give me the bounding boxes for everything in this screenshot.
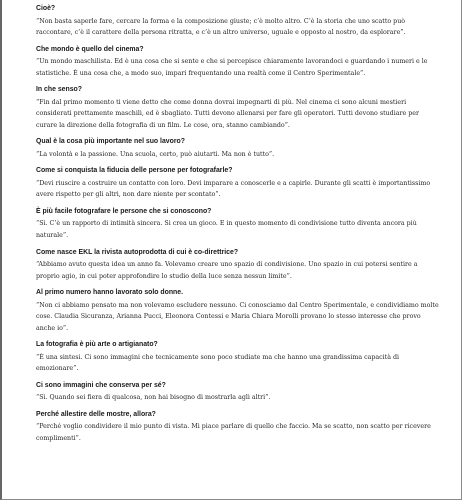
question: Al primo numero hanno lavorato solo donne. [36,289,184,297]
qa-item [36,4,440,39]
question: Ci sono immagini che conserva per sé? [36,381,166,389]
qa-item [36,45,440,80]
question: Perché allestire delle mostre, allora? [36,410,156,418]
answer: “Sì. Quando sei fiera di qualcosa, non hai bisogno di mostrarla agli altri”. [36,394,271,402]
question: Qual è la cosa più importante nel suo lavoro? [36,138,185,146]
interview-content [36,4,440,451]
answer: “La volontà e la passione. Una scuola, certo, può aiutarti. Ma non è tutto”. [36,150,275,158]
answer: “Non basta saperle fare, cercare la forma e la composizione giuste; c’è molto altro. C’è la storia che uno scatto può raccontare, c’è il carattere della persona ritratta, e c’è un altro universo, uguale e opposto al nostro, da esplorare”. [36,17,406,36]
qa-item [36,410,440,445]
question: La fotografia è più arte o artigianato? [36,341,158,349]
qa-item [36,340,440,375]
question: Che mondo è quello del cinema? [36,45,144,53]
answer: “Fin dal primo momento ti viene detto che come donna dovrai impegnarti di più. Nel cinema ci sono alcuni mestieri considerati prettamente maschili, ed è sbagliato. Tutti devono allenarsi per fare gli operatori. Tutti devono studiare per curare la direzione della fotografia di un film. Le cose, ora, stanno cambiando”. [36,98,419,129]
qa-item [36,381,440,404]
question: In che senso? [36,86,82,94]
question: Come si conquista la fiducia delle persone per fotografarle? [36,167,233,175]
answer: “Sì. C’è un rapporto di intimità sincera. Si crea un gioco. E in questo momento di condivisione tutto diventa ancora più naturale”. [36,220,417,239]
question: Come nasce EKL la rivista autoprodotta di cui è co-direttrice? [36,248,239,256]
answer: “Un mondo maschilista. Ed è una cosa che si sente e che si percepisce chiaramente lavorandoci e guardando i numeri e le statistiche. È una cosa che, a modo suo, impari frequentando una realtà come il Centro Sperimentale”. [36,58,428,77]
answer: “Perché voglio condividere il mio punto di vista. Mi piace parlare di quello che faccio. Ma se scatto, non scatto per ricevere complimenti”. [36,423,431,442]
qa-item [36,207,440,242]
answer: “È una sintesi. Ci sono immagini che tecnicamente sono poco studiate ma che hanno una grandissima capacità di emozionare”. [36,353,400,373]
question: Cioè? [36,5,56,12]
answer: “Abbiamo avuto questa idea un anno fa. Volevamo creare uno spazio di condivisione. Uno spazio in cui potersi sentire a proprio agio, in cui poter approfondire lo studio della luce senza nessun limite”. [36,261,418,280]
qa-item [36,85,440,131]
answer: “Devi riuscire a costruire un contatto con loro. Devi imparare a conoscerle e a capirle. Durante gli scatti è importantissimo avere rispetto per gli altri, non dare niente per scontato”. [36,179,431,199]
qa-item [36,137,440,160]
question: È più facile fotografare le persone che si conoscono? [36,207,212,215]
qa-item [36,248,440,283]
qa-item [36,166,440,201]
qa-item [36,288,440,334]
answer: “Non ci abbiamo pensato ma non volevamo escludere nessuno. Ci conosciamo dal Centro Sperimentale, e condividiamo molte cose. Claudia Sicuranza, Arianna Pucci, Eleonora Contessi e Maria Chiara Morolli provano lo stesso interesse che provo anche io”. [36,301,439,332]
